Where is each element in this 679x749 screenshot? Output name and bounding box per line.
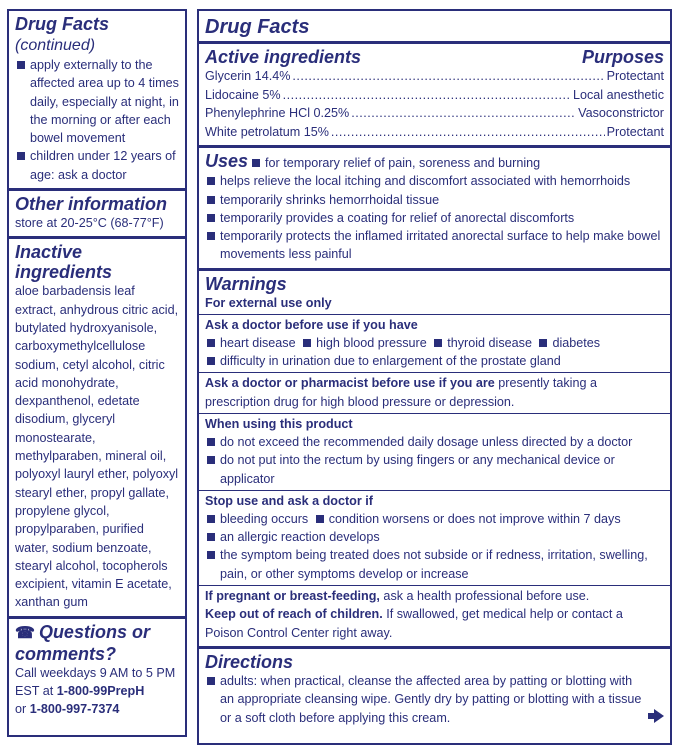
list-item: high blood pressure — [316, 335, 427, 350]
phone-icon: ☎ — [15, 624, 35, 642]
inactive-ingredients-section — [9, 239, 185, 618]
divider — [199, 413, 670, 414]
list-item — [15, 147, 179, 184]
drug-facts-title: Drug Facts — [205, 16, 310, 38]
bullet-icon — [207, 551, 215, 559]
list-item — [205, 227, 664, 264]
inactive-ingredients-text: aloe barbadensis leaf extract, anhydrous citric acid, butylated hydroxyanisole, carboxymethylcellulose sodium, cetyl alcohol, citric acid monohydrate, dexpanthenol, edetate disodium, glyceryl monostearate, methylparaben, mineral oil, polyoxyl lauryl ether, polyoxyl stearyl ether, propyl gallate, propylene glycol, propylparaben, purified water, sodium benzoate, stearyl alcohol, tocopherols excipient, vitamin E acetate, xanthan gum — [15, 284, 179, 610]
list-item — [205, 672, 664, 727]
when-using-heading: When using this product — [205, 416, 353, 431]
active-ingredients-section — [199, 44, 670, 148]
bullet-icon — [316, 515, 324, 523]
purposes-heading: Purposes — [581, 47, 664, 67]
item-text: temporarily protects the inflamed irritated anorectal surface to help make bowel movements less painful — [220, 229, 661, 262]
item-text: temporarily shrinks hemorrhoidal tissue — [220, 192, 440, 207]
ingredient: Phenylephrine HCl 0.25% — [205, 106, 350, 120]
call-text: Call weekdays 9 AM to 5 PM EST at — [15, 665, 176, 699]
bullet-icon — [207, 214, 215, 222]
left-panel — [7, 9, 187, 737]
warnings-section — [199, 271, 670, 649]
or-text: or — [15, 702, 30, 717]
list-item: condition worsens or does not improve within 7 days — [328, 511, 621, 526]
bullet-icon — [207, 677, 215, 685]
item-text: apply externally to the affected area up to 4 times daily, especially at night, in the morning or after each bowel movement — [30, 58, 179, 146]
purpose: Protectant — [606, 69, 664, 83]
table-row — [205, 67, 664, 86]
divider — [199, 585, 670, 586]
item-text: children under 12 years of age: ask a doctor — [30, 149, 176, 182]
item-text: difficulty in urination due to enlargement of the prostate gland — [220, 354, 561, 369]
uses-section — [199, 148, 670, 271]
bullet-icon — [539, 339, 547, 347]
children-body: If swallowed, get medical help or contact a Poison Control Center right away. — [205, 607, 623, 640]
list-item — [205, 546, 664, 583]
table-row — [205, 123, 664, 142]
stop-use-inline — [205, 510, 664, 528]
continued-title: Drug Facts — [15, 14, 110, 34]
ask-pharmacist-body: presently taking a prescription drug for high blood pressure or depression. — [205, 376, 597, 409]
divider — [199, 314, 670, 315]
pregnant-body: ask a health professional before use. — [379, 589, 590, 604]
questions-text — [15, 664, 179, 719]
purpose: Vasoconstrictor — [578, 106, 664, 120]
item-text: helps relieve the local itching and discomfort associated with hemorrhoids — [220, 174, 631, 189]
bullet-icon — [17, 61, 25, 69]
ingredient: Glycerin 14.4% — [205, 69, 291, 83]
phone-number-primary[interactable]: 1-800-99PrepH — [56, 684, 145, 699]
leader-dots — [351, 104, 576, 123]
bullet-icon — [207, 196, 215, 204]
list-item — [205, 528, 664, 546]
item-text: do not exceed the recommended daily dosage unless directed by a doctor — [220, 434, 633, 449]
other-information-heading: Other information — [15, 194, 167, 215]
other-information-section — [9, 191, 185, 239]
leader-dots — [292, 67, 604, 86]
table-row — [205, 86, 664, 105]
bullet-icon — [17, 152, 25, 160]
list-item — [205, 433, 664, 451]
questions-title: Questions or comments? — [15, 621, 150, 664]
warnings-heading: Warnings — [205, 273, 287, 294]
list-item — [205, 352, 664, 370]
list-item: diabetes — [552, 335, 601, 350]
ask-doctor-inline — [205, 334, 664, 352]
continued-section — [9, 11, 185, 191]
uses-heading: Uses — [205, 151, 249, 171]
purpose: Protectant — [606, 124, 664, 139]
bullet-icon — [303, 339, 311, 347]
ask-pharmacist-heading: Ask a doctor or pharmacist before use if you are — [205, 376, 495, 391]
arrow-right-icon — [654, 709, 664, 723]
ask-pharmacist-text — [205, 374, 664, 411]
list-item: thyroid disease — [447, 335, 532, 350]
bullet-icon — [434, 339, 442, 347]
leader-dots — [331, 123, 605, 142]
continued-heading — [15, 14, 179, 56]
directions-section — [199, 649, 670, 731]
directions-heading: Directions — [205, 651, 294, 672]
continued-suffix: (continued) — [15, 37, 96, 54]
stop-use-heading: Stop use and ask a doctor if — [205, 493, 373, 508]
item-text: adults: when practical, cleanse the affected area by patting or blotting with an appropriate cleansing wipe. Gently dry by patting or blotting with a tissue or a soft cloth before applying this cream. — [220, 673, 642, 725]
divider — [199, 372, 670, 373]
bullet-icon — [207, 438, 215, 446]
drug-facts-title-section — [199, 11, 670, 44]
item-text: an allergic reaction develops — [220, 530, 380, 545]
storage-text: store at 20-25°C (68-77°F) — [15, 216, 164, 231]
leader-dots — [283, 86, 571, 105]
external-use-text: For external use only — [205, 295, 332, 310]
bullet-icon — [252, 159, 260, 167]
children-text — [205, 605, 664, 642]
list-item: heart disease — [220, 335, 296, 350]
divider — [199, 490, 670, 491]
pregnant-heading: If pregnant or breast-feeding, — [205, 589, 380, 604]
list-item — [205, 172, 664, 190]
bullet-icon — [207, 533, 215, 541]
inactive-ingredients-heading: Inactive ingredients — [15, 242, 113, 283]
bullet-icon — [207, 339, 215, 347]
bullet-icon — [207, 515, 215, 523]
right-panel — [197, 9, 672, 745]
uses-first-line — [205, 151, 664, 172]
item-text: the symptom being treated does not subside or if redness, irritation, swelling, pain, or other symptoms develop or increase — [220, 548, 648, 581]
questions-heading — [15, 622, 179, 664]
bullet-icon — [207, 232, 215, 240]
bullet-icon — [207, 177, 215, 185]
list-item — [205, 191, 664, 209]
ingredient: White petrolatum 15% — [205, 124, 329, 139]
list-item: for temporary relief of pain, soreness and burning — [265, 156, 541, 170]
active-header — [205, 47, 664, 67]
questions-section — [9, 619, 185, 723]
bullet-icon — [207, 357, 215, 365]
bullet-icon — [207, 456, 215, 464]
list-item — [205, 451, 664, 488]
children-heading: Keep out of reach of children. — [205, 607, 383, 622]
pregnant-text — [205, 587, 664, 605]
list-item — [205, 209, 664, 227]
item-text: temporarily provides a coating for relief of anorectal discomforts — [220, 210, 575, 225]
table-row — [205, 104, 664, 123]
phone-number-secondary[interactable]: 1-800-997-7374 — [29, 702, 120, 717]
list-item — [15, 56, 179, 147]
ingredient: Lidocaine 5% — [205, 87, 281, 102]
list-item: bleeding occurs — [220, 511, 309, 526]
purpose: Local anesthetic — [572, 87, 664, 102]
item-text: do not put into the rectum by using fingers or any mechanical device or applicator — [220, 453, 615, 486]
ask-doctor-heading: Ask a doctor before use if you have — [205, 317, 418, 332]
active-ingredients-heading: Active ingredients — [205, 47, 362, 67]
